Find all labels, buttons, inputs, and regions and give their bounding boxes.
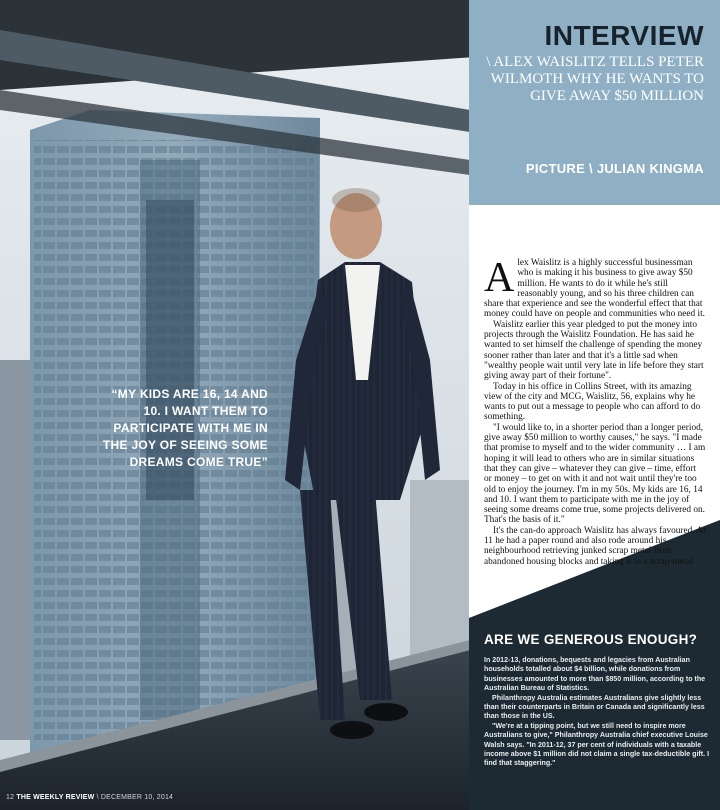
page-number: 12 [6,794,15,801]
sidebar-paragraph: "We're at a tipping point, but we still need to inspire more Australians to give," Philanthropy Australia chief executive Louise Walsh says. "In 2011-12, 37 per cent of individuals with a taxable income above $1 million did not claim a single tax-deductible gift. I find that staggering." [484,721,710,768]
issue-date: \ DECEMBER 10, 2014 [96,794,174,801]
article-paragraph: It's the can-do approach Waislitz has always favoured. At 11 he had a paper round and also rode around his neighbourhood retrieving junked scrap metal from abandoned housing blocks and taking it to a scrap-metal [484,525,706,567]
article-paragraph [484,255,706,320]
section-title: INTERVIEW [544,20,704,51]
sidebar-body [484,656,710,769]
article-body [484,255,706,567]
publication-name: THE WEEKLY REVIEW [16,794,95,801]
picture-credit: PICTURE \ JULIAN KINGMA [525,161,704,176]
sidebar-paragraph: Philanthropy Australia estimates Australians give slightly less than their counterparts in Britain or Canada and significantly less than those in the US. [484,693,705,721]
page-footer [6,794,173,801]
sidebar-box [472,632,712,769]
article-paragraph: "I would like to, in a shorter period than a longer period, give away $50 million to worthy causes," he says. "I made that promise to myself and to the wider community … I am hoping it will lead to others who are in similar situations that they can give – whatever they can give – time, effort or money – to get on with it and not wait until they're too old to enjoy the journey. I'm in my 50s. My kids are 16, 14 and 10. I want them to participate with me in the joy of seeing some dreams come true, some projects delivered on. That's the basis of it." [484,422,706,526]
article-paragraph: Waislitz earlier this year pledged to put the money into projects through the Waislitz Foundation. He has said he wanted to set himself the challenge of spending the money sooner rather than later and that it's a little sad when "wealthy people wait until very late in life before they start giving away part of their fortune". [484,319,704,382]
header-panel [469,0,720,205]
article-paragraph: Today in his office in Collins Street, with its amazing view of the city and MCG, Waislitz, 56, explains why he wants to put out a message to people who can afford to do something. [484,381,701,423]
sidebar-title: ARE WE GENEROUS ENOUGH? [484,632,698,647]
sidebar-paragraph: In 2012-13, donations, bequests and legacies from Australian households totalled about $4 billion, while donations from businesses amounted to more than $850 million, according to the Australian Bureau of Statistics. [484,656,706,693]
article-paragraph-text: lex Waislitz is a highly successful businessman who is making it his business to give away $50 million. He wants to do it while he's still reasonably young, and so his three children can share that experience and see the wonderful effect that that money could have on people and communities who need it. [484,258,706,320]
drop-cap: A [484,255,515,301]
pull-quote: “MY KIDS ARE 16, 14 AND 10. I WANT THEM TO PARTICIPATE WITH ME IN THE JOY OF SEEING SOME DREAMS COME TRUE” [102,387,268,469]
section-subtitle: \ ALEX WAISLITZ TELLS PETER WILMOTH WHY HE WANTS TO GIVE AWAY $50 MILLION [486,54,704,104]
